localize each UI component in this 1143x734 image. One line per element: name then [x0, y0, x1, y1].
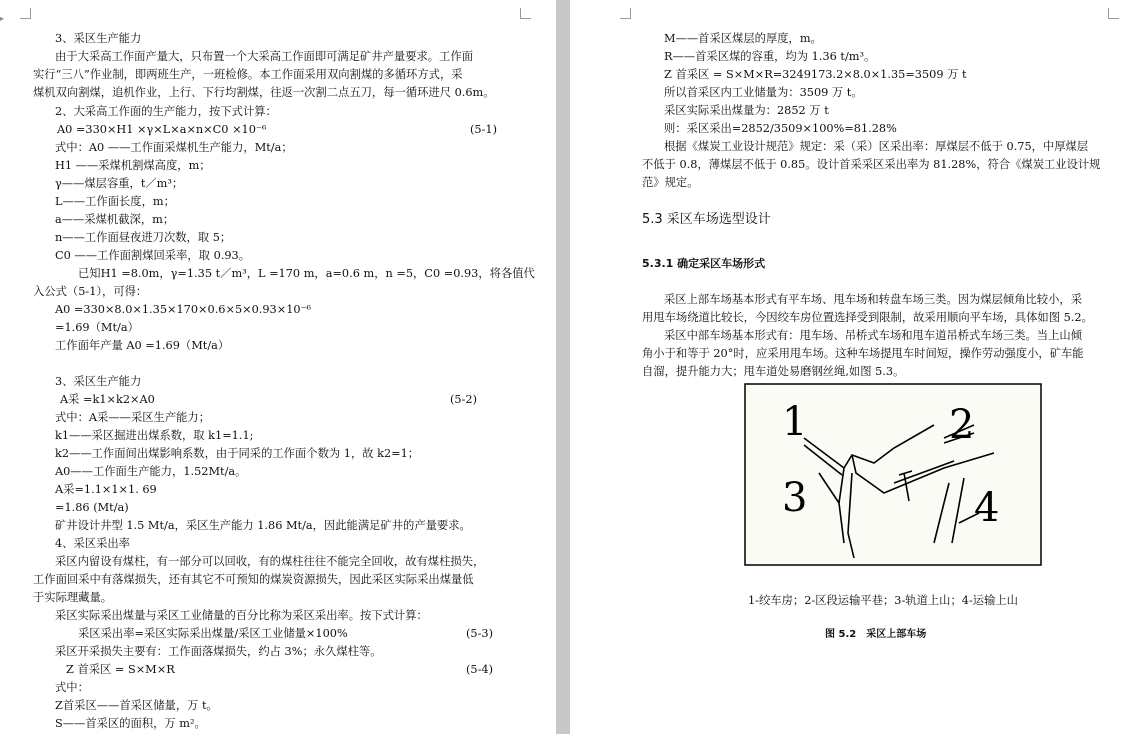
paragraph-line: 已知H1 =8.0m，γ=1.35 t／m³，L =170 m，a=0.6 m，n =5，C0 =0.93，将各值代 — [78, 267, 535, 280]
equation-5-2: A采 =k1×k2×A0 — [60, 393, 155, 406]
leader-line — [819, 473, 839, 503]
paragraph-line: 由于大采高工作面产量大，只布置一个大采高工作面即可满足矿井产量要求。工作面 — [55, 50, 473, 63]
definition-line: n——工作面昼夜进刀次数，取 5； — [55, 231, 232, 244]
paragraph-line: 采区实际采出煤量为：2852 万 t — [664, 104, 829, 117]
figure-label-2: 2 — [949, 402, 975, 448]
paragraph-line: 采区实际采出煤量与采区工业储量的百分比称为采区采出率。按下式计算： — [55, 609, 428, 622]
paragraph-line: 用甩车场绕道比较长，今因绞车房位置选择受到限制，故采用顺向平车场，具体如图 5.2。 — [642, 311, 1093, 324]
haulage-line — [894, 461, 954, 483]
subsection-heading: 4、采区采出率 — [55, 537, 130, 550]
track-line — [839, 468, 844, 543]
paragraph-line: 于实际理藏量。 — [33, 591, 113, 604]
paragraph-line: 不低于 0.8，薄煤层不低于 0.85。设计首采采区采出率为 81.28%，符合《煤炭工业设计规 — [642, 158, 1101, 171]
definition-line: Z首采区——首采区储量，万 t。 — [55, 699, 218, 712]
document-page-right — [570, 0, 1143, 734]
definition-line: R——首采区煤的容重，均为 1.36 t/m³。 — [664, 50, 876, 63]
cable-line — [899, 471, 912, 475]
figure-label-3: 3 — [782, 475, 808, 521]
definition-line: S——首采区的面积，万 m²。 — [55, 717, 206, 730]
definition-line: A0——工作面生产能力，1.52Mt/a。 — [55, 465, 247, 478]
calculation-line: 工作面年产量 A0 =1.69（Mt/a） — [55, 339, 230, 352]
section-heading-5-3-1: 5.3.1 确定采区车场形式 — [642, 257, 766, 270]
paragraph-line: 则：采区采出=2852/3509×100%=81.28% — [664, 122, 897, 135]
transport-roadway-line — [804, 425, 934, 468]
paragraph-line: 范》规定。 — [642, 176, 699, 189]
track-line — [848, 473, 854, 558]
document-page-left — [0, 0, 556, 734]
definition-line: k2——工作面间出煤影响系数，由于同采的工作面个数为 1，故 k2=1； — [55, 447, 420, 460]
figure-title: 图 5.2 采区上部车场 — [825, 629, 927, 640]
paragraph-line: 煤机双向割煤，追机作业，上行、下行均割煤，往返一次割二点五刀，每一循环进尺 0.6m。 — [33, 86, 495, 99]
yard-diagram-svg — [744, 383, 1042, 566]
calculation-line: =1.69（Mt/a） — [55, 321, 139, 334]
equation-number: (5-3) — [466, 627, 494, 640]
paragraph-line: 角小于和等于 20°时，应采用甩车场。这种车场提甩车时间短，操作劳动强度小，矿车能 — [642, 347, 1084, 360]
incline-line — [934, 483, 949, 543]
definition-line: 式中：A采——采区生产能力； — [55, 411, 211, 424]
margin-corner-mark — [20, 8, 31, 19]
section-heading-5-3: 5.3 采区车场选型设计 — [642, 212, 771, 227]
margin-corner-mark — [520, 8, 531, 19]
equation-number: (5-1) — [470, 123, 498, 136]
definition-line: a——采煤机截深，m； — [55, 213, 175, 226]
definition-line: 式中： — [55, 681, 89, 694]
paragraph-line: 根据《煤炭工业设计规范》规定：采（采）区采出率：厚煤层不低于 0.75，中厚煤层 — [664, 140, 1089, 153]
paragraph-line: 入公式（5-1），可得： — [33, 285, 148, 298]
paragraph-line: 采区开采损失主要有：工作面落煤损失，约占 3%；永久煤柱等。 — [55, 645, 382, 658]
equation-line: Z 首采区 = S×M×R=3249173.2×8.0×1.35=3509 万 t — [664, 68, 967, 81]
equation-5-1: A0 =330×H1 ×γ×L×a×n×C0 ×10⁻⁶ — [57, 123, 267, 136]
margin-corner-mark — [620, 8, 631, 19]
paragraph-line: 采区上部车场基本形式有平车场、甩车场和转盘车场三类。因为煤层倾角比较小，采 — [664, 293, 1082, 306]
paragraph-line: 所以首采区内工业储量为：3509 万 t。 — [664, 86, 863, 99]
equation-number: (5-2) — [450, 393, 478, 406]
paragraph-line: 矿井设计井型 1.5 Mt/a，采区生产能力 1.86 Mt/a，因此能满足矿井的产量要求。 — [55, 519, 471, 532]
subsection-heading: 2、大采高工作面的生产能力，按下式计算： — [55, 105, 277, 118]
page-gap — [556, 0, 570, 734]
equation-5-4: Z 首采区 = S×M×R — [66, 663, 175, 676]
paragraph-line: 自溜，提升能力大；甩车道处易磨钢丝绳,如图 5.3。 — [642, 365, 905, 378]
calculation-line: =1.86 (Mt/a) — [55, 501, 129, 514]
roadway-line — [804, 445, 842, 475]
equation-5-3: 采区采出率=采区实际采出煤量/采区工业储量×100% — [78, 627, 348, 640]
definition-line: M——首采区煤层的厚度，m。 — [664, 32, 822, 45]
margin-corner-mark — [1108, 8, 1119, 19]
calculation-line: A0 =330×8.0×1.35×170×0.6×5×0.93×10⁻⁶ — [55, 303, 312, 316]
calculation-line: A采=1.1×1×1. 69 — [55, 483, 157, 496]
comment-marker: ▸ — [0, 14, 5, 23]
definition-line: k1——采区掘进出煤系数，取 k1=1.1; — [55, 429, 254, 442]
paragraph-line: 实行“三八”作业制，即两班生产，一班检修。本工作面采用双向割煤的多循环方式，采 — [33, 68, 463, 81]
figure-caption: 1-绞车房；2-区段运输平巷；3-轨道上山；4-运输上山 — [748, 594, 1018, 607]
definition-line: 式中：A0 ——工作面采煤机生产能力，Mt/a； — [55, 141, 293, 154]
paragraph-line: 工作面回采中有落煤损失，还有其它不可预知的煤炭资源损失，因此采区实际采出煤量低 — [33, 573, 474, 586]
figure-label-1: 1 — [782, 399, 808, 445]
definition-line: C0 ——工作面割煤回采率，取 0.93。 — [55, 249, 251, 262]
definition-line: γ——煤层容重，t／m³； — [55, 177, 184, 190]
paragraph-line: 采区中部车场基本形式有：甩车场、吊桥式车场和甩车道吊桥式车场三类。当上山倾 — [664, 329, 1082, 342]
incline-line — [952, 478, 964, 543]
subsection-heading: 3、采区生产能力 — [55, 375, 142, 388]
definition-line: H1 ——采煤机割煤高度，m； — [55, 159, 211, 172]
paragraph-line: 采区内留设有煤柱，有一部分可以回收，有的煤柱往往不能完全回收，故有煤柱损失， — [55, 555, 485, 568]
figure-label-4: 4 — [974, 485, 1000, 531]
figure-upper-yard-diagram — [744, 383, 1042, 566]
definition-line: L——工作面长度，m； — [55, 195, 175, 208]
section-heading-capacity: 3、采区生产能力 — [55, 32, 142, 45]
equation-number: (5-4) — [466, 663, 494, 676]
